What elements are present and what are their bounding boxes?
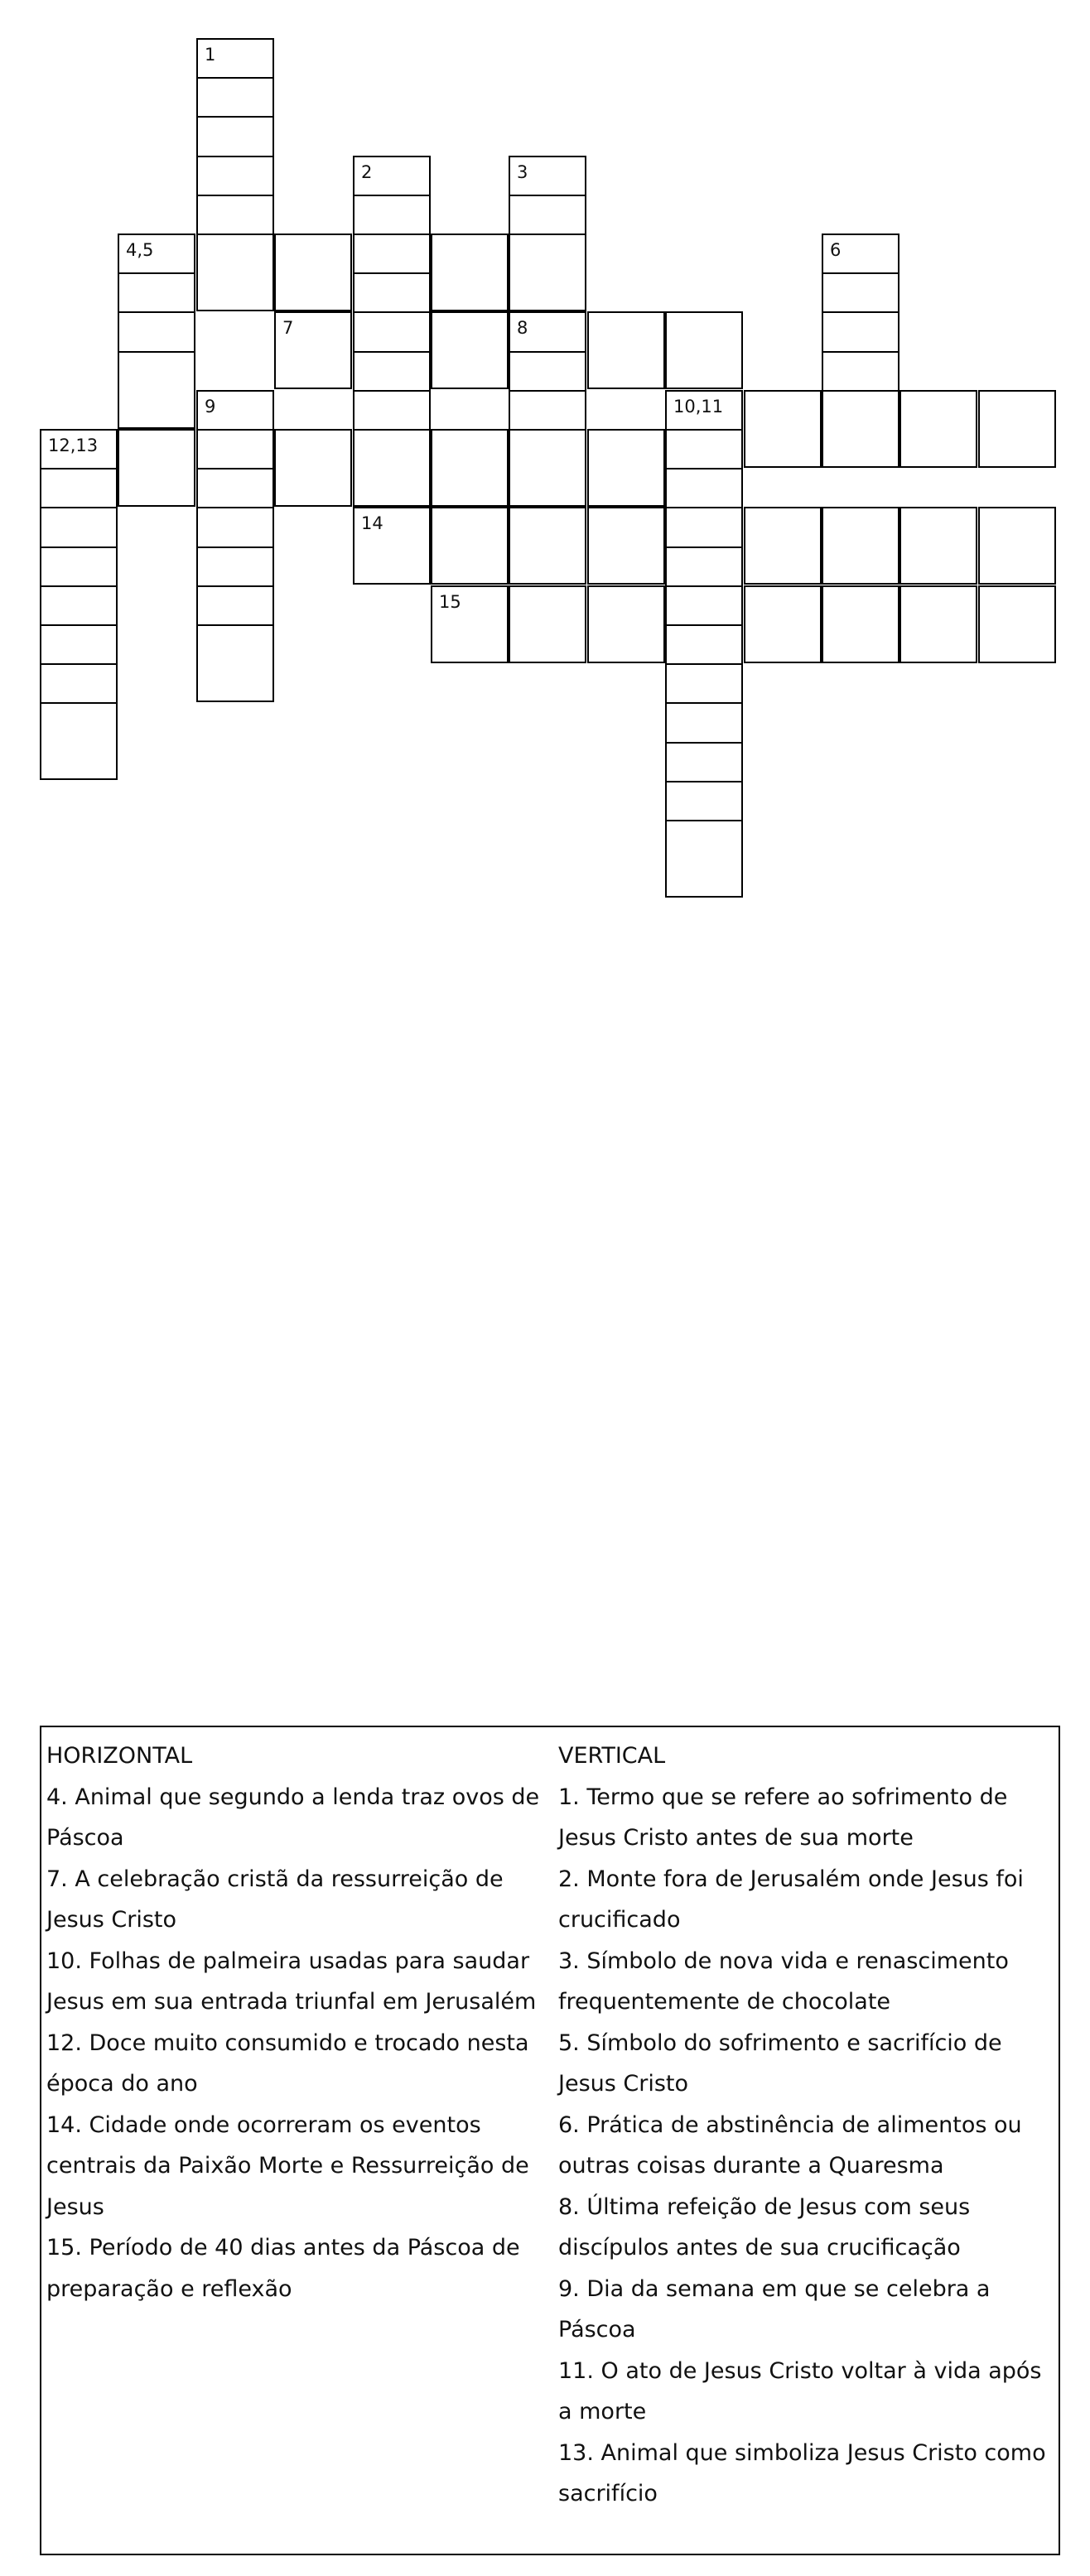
grid-cell[interactable]	[899, 585, 977, 663]
horizontal-clue-line: Jesus em sua entrada triunfal em Jerusalém	[46, 1989, 537, 2015]
vertical-clue-line: 2. Monte fora de Jerusalém onde Jesus foi	[558, 1866, 1024, 1892]
vertical-clue-line: Jesus Cristo antes de sua morte	[558, 1825, 914, 1851]
horizontal-clue-line: 7. A celebração cristã da ressurreição de	[46, 1866, 504, 1892]
horizontal-clue-line: 14. Cidade onde ocorreram os eventos	[46, 2111, 481, 2138]
grid-cell[interactable]	[509, 585, 586, 663]
grid-cell[interactable]	[431, 585, 509, 663]
grid-cell[interactable]	[274, 429, 352, 507]
clue-number: 14	[361, 513, 383, 533]
vertical-clue-line: discípulos antes de sua crucificação	[558, 2235, 961, 2261]
horizontal-clue-line: 4. Animal que segundo a lenda traz ovos de	[46, 1784, 540, 1810]
clue-number: 8	[517, 318, 528, 338]
clue-number: 12,13	[48, 436, 99, 455]
vertical-clue-line: sacrifício	[558, 2481, 658, 2506]
grid-cell[interactable]	[118, 429, 195, 507]
vertical-clue-line: 13. Animal que simboliza Jesus Cristo como	[558, 2439, 1046, 2466]
grid-cell[interactable]	[822, 585, 899, 663]
clues-box	[40, 1726, 1060, 2555]
vertical-clue-line: Jesus Cristo	[558, 2071, 689, 2097]
vertical-clue-line: 11. O ato de Jesus Cristo voltar à vida após	[558, 2357, 1042, 2384]
horizontal-clue-line: 10. Folhas de palmeira usadas para saudar	[46, 1948, 530, 1974]
grid-cell[interactable]	[587, 311, 665, 389]
vertical-clue-line: 3. Símbolo de nova vida e renascimento	[558, 1948, 1009, 1974]
horizontal-clue-line: Jesus Cristo	[46, 1907, 177, 1933]
clue-number: 2	[361, 162, 373, 182]
grid-cell[interactable]	[118, 351, 195, 429]
grid-cell[interactable]	[665, 820, 743, 898]
horizontal-clue-line: Jesus	[46, 2193, 104, 2220]
vertical-clue-line: outras coisas durante a Quaresma	[558, 2153, 944, 2179]
grid-cell[interactable]	[587, 429, 665, 507]
vertical-heading: VERTICAL	[558, 1743, 666, 1769]
clue-number: 10,11	[673, 397, 724, 416]
grid-cell[interactable]	[899, 507, 977, 585]
horizontal-heading: HORIZONTAL	[46, 1743, 193, 1769]
grid-cell[interactable]	[353, 429, 431, 507]
vertical-clue-line: 1. Termo que se refere ao sofrimento de	[558, 1784, 1008, 1810]
clue-number: 15	[439, 592, 461, 612]
grid-cell[interactable]	[822, 507, 899, 585]
clue-number: 4,5	[126, 240, 154, 260]
grid-cell[interactable]	[431, 507, 509, 585]
horizontal-clues	[46, 1736, 543, 2309]
grid-cell[interactable]	[978, 585, 1056, 663]
vertical-clue-line: 8. Última refeição de Jesus com seus	[558, 2193, 971, 2220]
grid-cell[interactable]	[744, 507, 822, 585]
vertical-clues	[558, 1736, 1055, 2515]
clue-number: 6	[830, 240, 842, 260]
horizontal-clue-line: Páscoa	[46, 1825, 124, 1851]
grid-cell[interactable]	[196, 624, 274, 702]
grid-cell[interactable]	[587, 585, 665, 663]
vertical-clue-line: frequentemente de chocolate	[558, 1989, 891, 2015]
vertical-clue-line: crucificado	[558, 1907, 681, 1933]
vertical-clue-line: 5. Símbolo do sofrimento e sacrifício de	[558, 2030, 1002, 2056]
vertical-clue-line: a morte	[558, 2399, 647, 2424]
clue-number: 7	[282, 318, 294, 338]
grid-cell[interactable]	[431, 311, 509, 389]
horizontal-clue-line: preparação e reflexão	[46, 2275, 292, 2302]
grid-cell[interactable]	[196, 234, 274, 311]
vertical-clue-line: 9. Dia da semana em que se celebra a	[558, 2275, 991, 2302]
horizontal-clue-list	[46, 1777, 543, 2310]
grid-cell[interactable]	[665, 311, 743, 389]
horizontal-clue-line: época do ano	[46, 2071, 198, 2097]
horizontal-clue-line: 15. Período de 40 dias antes da Páscoa de	[46, 2235, 520, 2261]
grid-cell[interactable]	[431, 429, 509, 507]
grid-cell[interactable]	[899, 390, 977, 468]
grid-cell[interactable]	[978, 390, 1056, 468]
horizontal-clue-line: 12. Doce muito consumido e trocado nesta	[46, 2030, 529, 2056]
grid-cell[interactable]	[744, 585, 822, 663]
grid-cell[interactable]	[431, 234, 509, 311]
vertical-clue-line: Páscoa	[558, 2317, 636, 2342]
grid-cell[interactable]	[978, 507, 1056, 585]
grid-cell[interactable]	[587, 507, 665, 585]
grid-cell[interactable]	[274, 311, 352, 389]
grid-cell[interactable]	[353, 507, 431, 585]
grid-cell[interactable]	[509, 429, 586, 507]
clue-number: 1	[205, 45, 216, 65]
horizontal-clue-line: centrais da Paixão Morte e Ressurreição de	[46, 2153, 529, 2179]
grid-cell[interactable]	[822, 390, 899, 468]
grid-cell[interactable]	[744, 390, 822, 468]
grid-cell[interactable]	[274, 234, 352, 311]
clue-number: 9	[205, 397, 216, 416]
grid-cell[interactable]	[40, 702, 118, 780]
clue-number: 3	[517, 162, 528, 182]
grid-cell[interactable]	[509, 507, 586, 585]
vertical-clue-list	[558, 1777, 1055, 2515]
grid-cell[interactable]	[509, 234, 586, 311]
vertical-clue-line: 6. Prática de abstinência de alimentos ou	[558, 2111, 1022, 2138]
